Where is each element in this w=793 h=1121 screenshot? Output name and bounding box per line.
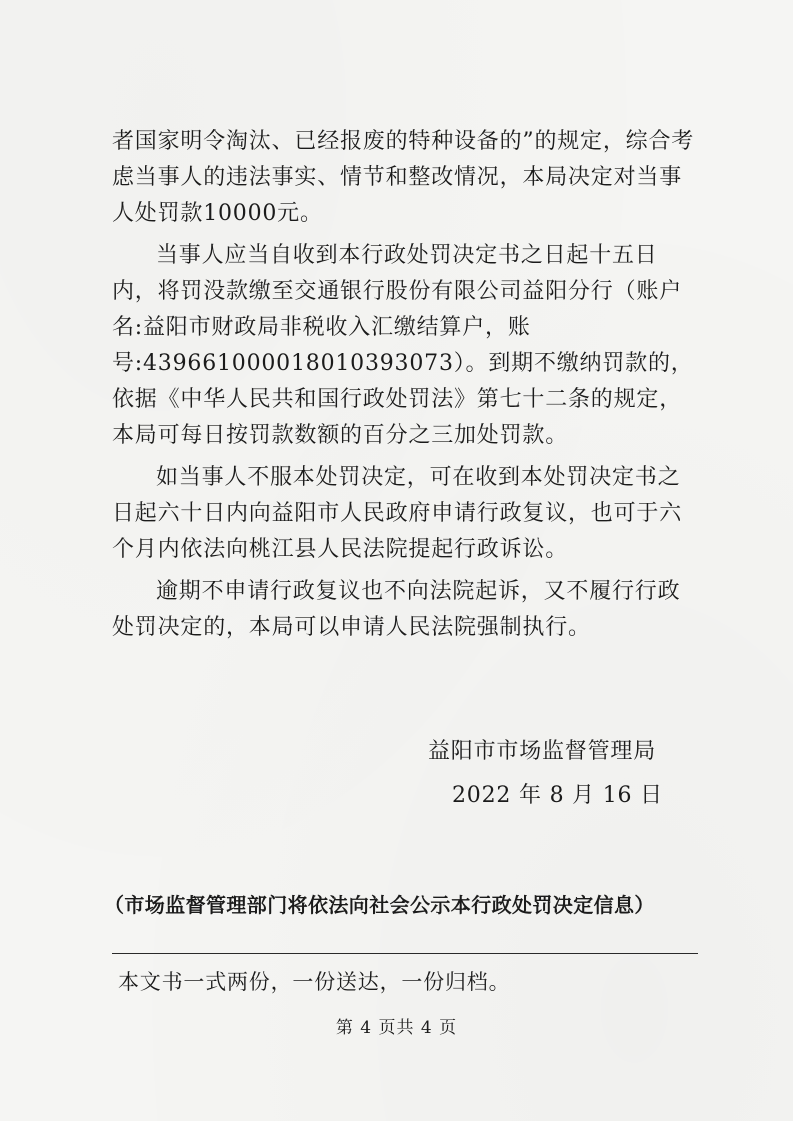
paragraph-appeal-rights: 如当事人不服本处罚决定，可在收到本处罚决定书之日起六十日内向益阳市人民政府申请行政复议，也可于六个月内依法向桃江县人民法院提起行政诉讼。	[112, 465, 683, 562]
issuing-organization: 益阳市市场监督管理局	[428, 739, 657, 764]
paragraph-payment-instructions: 当事人应当自收到本行政处罚决定书之日起十五日内，将罚没款缴至交通银行股份有限公司益阳分行（账户名:益阳市财政局非税收入汇缴结算户，账号:439661000018010393073）。到期不缴纳罚款的，依据《中华人民共和国行政处罚法》第七十二条的规定，本局可每日按罚款数额的百分之三加处罚款。	[112, 243, 694, 448]
copies-note: 本文书一式两份，一份送达，一份归档。	[118, 970, 511, 994]
paragraph-enforcement: 逾期不申请行政复议也不向法院起诉，又不履行行政处罚决定的，本局可以申请人民法院强制执行。	[112, 579, 681, 640]
issue-date: 2022 年 8 月 16 日	[452, 783, 663, 808]
publicity-notice: （市场监督管理部门将依法向社会公示本行政处罚决定信息）	[104, 893, 655, 917]
signature-block	[420, 730, 720, 818]
divider-line	[112, 953, 698, 954]
paragraph-penalty-decision: 者国家明令淘汰、已经报废的特种设备的”的规定，综合考虑当事人的违法事实、情节和整改情况，本局决定对当事人处罚款10000元。	[112, 129, 695, 226]
page-footer: 第 4 页共 4 页	[335, 1018, 458, 1038]
decision-body	[112, 124, 698, 646]
